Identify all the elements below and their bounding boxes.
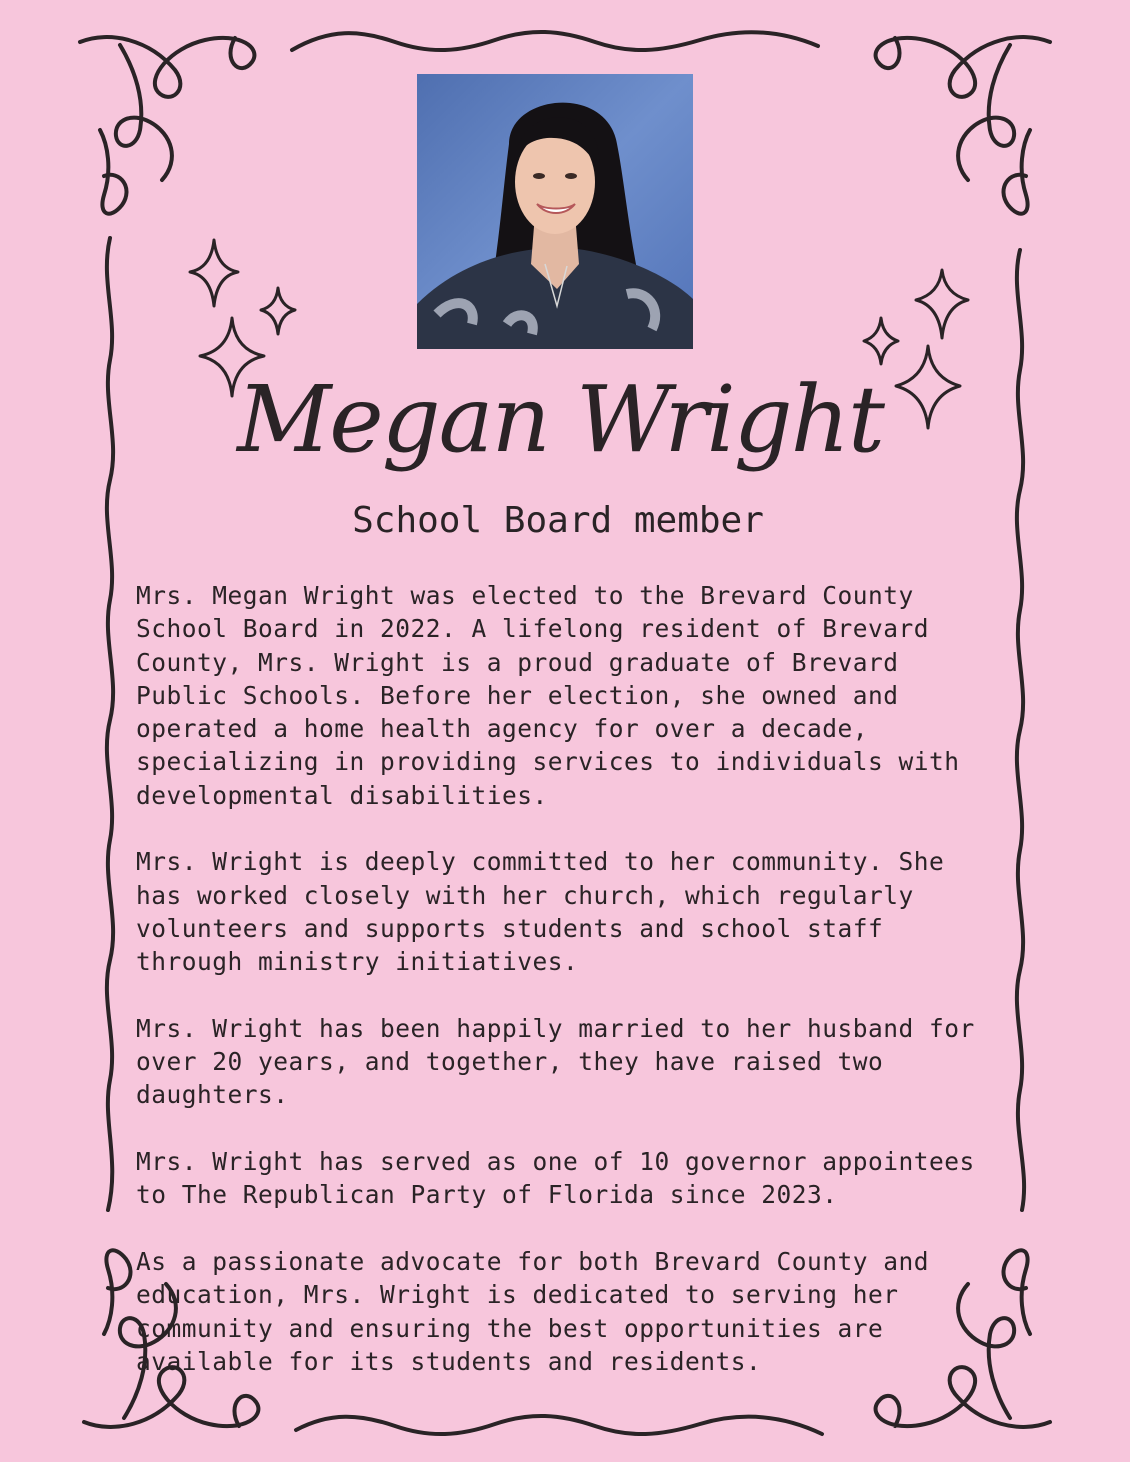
bio-paragraph: Mrs. Wright is deeply committed to her community. She has worked closely with her church, which regularly volunteers and supports students and school staff through ministry initiatives.	[136, 847, 945, 977]
bottom-wave-flourish	[296, 1416, 822, 1434]
sparkle-icon	[916, 270, 968, 338]
person-name: Megan Wright	[237, 366, 883, 473]
bio-paragraph: Mrs. Megan Wright was elected to the Brevard County School Board in 2022. A lifelong resident of Brevard County, Mrs. Wright is a proud graduate of Brevard Public Schools. Before her election, she owned and operated a home health agency for over a decade, specializing in providing services to individuals with developmental disabilities.	[136, 581, 960, 810]
corner-flourish-top-right	[876, 37, 1050, 214]
bio-paragraph: Mrs. Wright has been happily married to her husband for over 20 years, and together, they have raised two daughters.	[136, 1013, 975, 1110]
biography	[136, 579, 1036, 1411]
sparkle-icon	[261, 288, 295, 334]
bio-paragraph: Mrs. Wright has served as one of 10 governor appointees to The Republican Party of Florida since 2023.	[136, 1147, 975, 1210]
corner-flourish-top-left	[80, 37, 254, 214]
left-wave-flourish	[107, 238, 113, 1210]
top-wave-flourish	[292, 32, 818, 50]
portrait-photo	[417, 74, 693, 349]
bio-paragraph: As a passionate advocate for both Brevard County and education, Mrs. Wright is dedicated to serving her community and ensuring the best opportunities are available for its students and residents.	[136, 1246, 930, 1376]
sparkle-icon	[190, 240, 238, 306]
person-role: School Board member	[352, 500, 764, 541]
